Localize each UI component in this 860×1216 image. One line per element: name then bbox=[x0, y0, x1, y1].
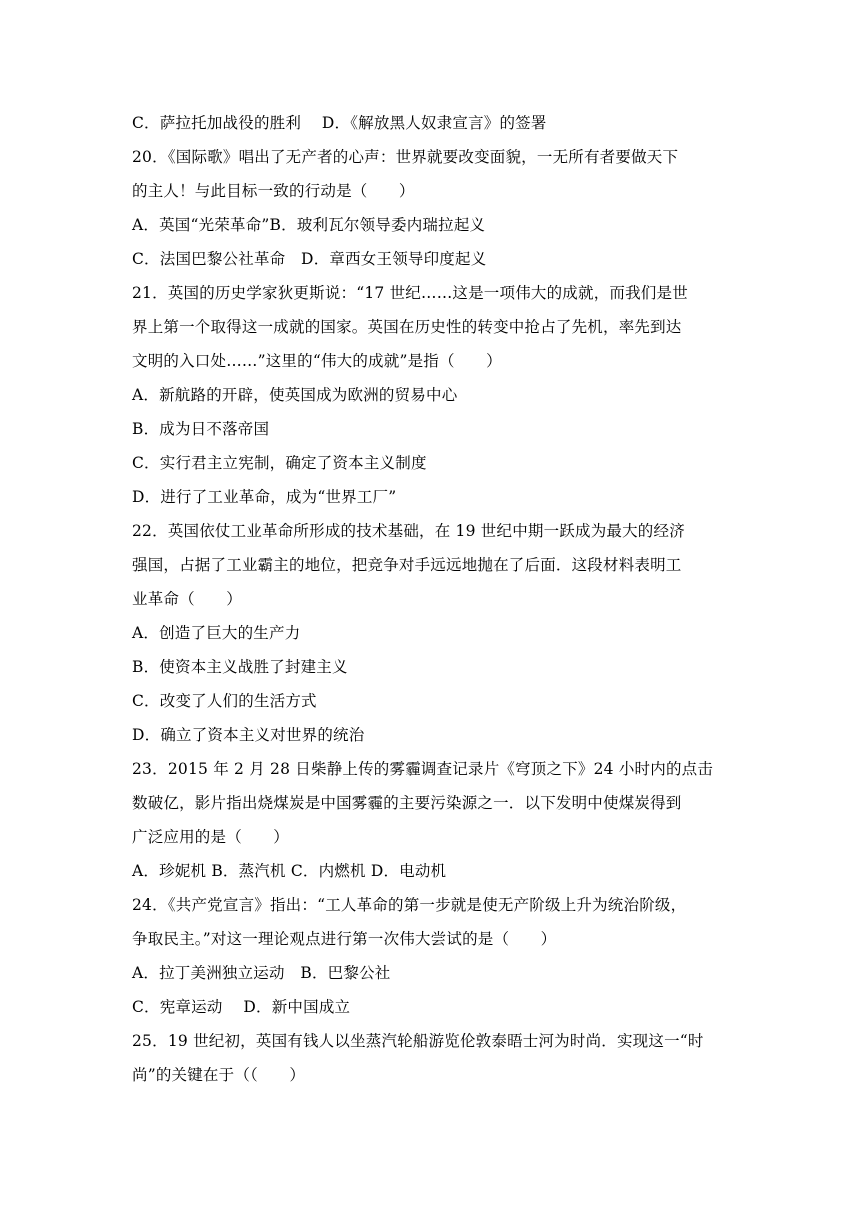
text-line: A．创造了巨大的生产力 bbox=[132, 624, 301, 642]
text-line: C．萨拉托加战役的胜利 D．《解放黑人奴隶宣言》的签署 bbox=[132, 114, 547, 132]
text-line: D．进行了工业革命，成为“世界工厂” bbox=[132, 488, 397, 506]
text-line: A．英国“光荣革命”B．玻利瓦尔领导委内瑞拉起义 bbox=[132, 216, 486, 234]
text-line: 21．英国的历史学家狄更斯说：“17 世纪……这是一项伟大的成就，而我们是世 bbox=[132, 284, 688, 302]
text-line: B．成为日不落帝国 bbox=[132, 420, 270, 438]
text-line: C．改变了人们的生活方式 bbox=[132, 692, 317, 710]
text-line: 文明的入口处……”这里的“伟大的成就”是指（ ） bbox=[132, 352, 502, 370]
text-line: D．确立了资本主义对世界的统治 bbox=[132, 726, 365, 744]
text-line: C．法国巴黎公社革命 D．章西女王领导印度起义 bbox=[132, 250, 487, 268]
text-line: A．拉丁美洲独立运动 B．巴黎公社 bbox=[132, 964, 391, 982]
text-line: 数破亿，影片指出烧煤炭是中国雾霾的主要污染源之一．以下发明中使煤炭得到 bbox=[132, 794, 682, 812]
text-line: C．实行君主立宪制，确定了资本主义制度 bbox=[132, 454, 427, 472]
text-line: 争取民主。”对这一理论观点进行第一次伟大尝试的是（ ） bbox=[132, 930, 557, 948]
text-line: B．使资本主义战胜了封建主义 bbox=[132, 658, 348, 676]
text-line: 强国，占据了工业霸主的地位，把竞争对手远远地抛在了后面．这段材料表明工 bbox=[132, 556, 682, 574]
text-line: C．宪章运动 D．新中国成立 bbox=[132, 998, 351, 1016]
text-line: A．新航路的开辟，使英国成为欧洲的贸易中心 bbox=[132, 386, 458, 404]
text-line: 的主人！与此目标一致的行动是（ ） bbox=[132, 182, 415, 200]
text-line: 22．英国依仗工业革命所形成的技术基础，在 19 世纪中期一跃成为最大的经济 bbox=[132, 522, 685, 540]
text-line: 尚”的关键在于（（ ） bbox=[132, 1066, 306, 1084]
text-line: A．珍妮机 B．蒸汽机 C．内燃机 D．电动机 bbox=[132, 862, 447, 880]
text-line: 广泛应用的是（ ） bbox=[132, 828, 290, 846]
text-line: 界上第一个取得这一成就的国家。英国在历史性的转变中抢占了先机，率先到达 bbox=[132, 318, 682, 336]
text-line: 24．《共产党宣言》指出：“工人革命的第一步就是使无产阶级上升为统治阶级， bbox=[132, 896, 687, 914]
text-line: 23．2015 年 2 月 28 日柴静上传的雾霾调查记录片《穹顶之下》24 小时内的点击 bbox=[132, 760, 714, 778]
question-text bbox=[132, 106, 732, 1092]
text-line: 20．《国际歌》唱出了无产者的心声：世界就要改变面貌，一无所有者要做天下 bbox=[132, 148, 679, 166]
text-line: 业革命（ ） bbox=[132, 590, 242, 608]
text-line: 25．19 世纪初，英国有钱人以坐蒸汽轮船游览伦敦泰晤士河为时尚．实现这一“时 bbox=[132, 1032, 704, 1050]
